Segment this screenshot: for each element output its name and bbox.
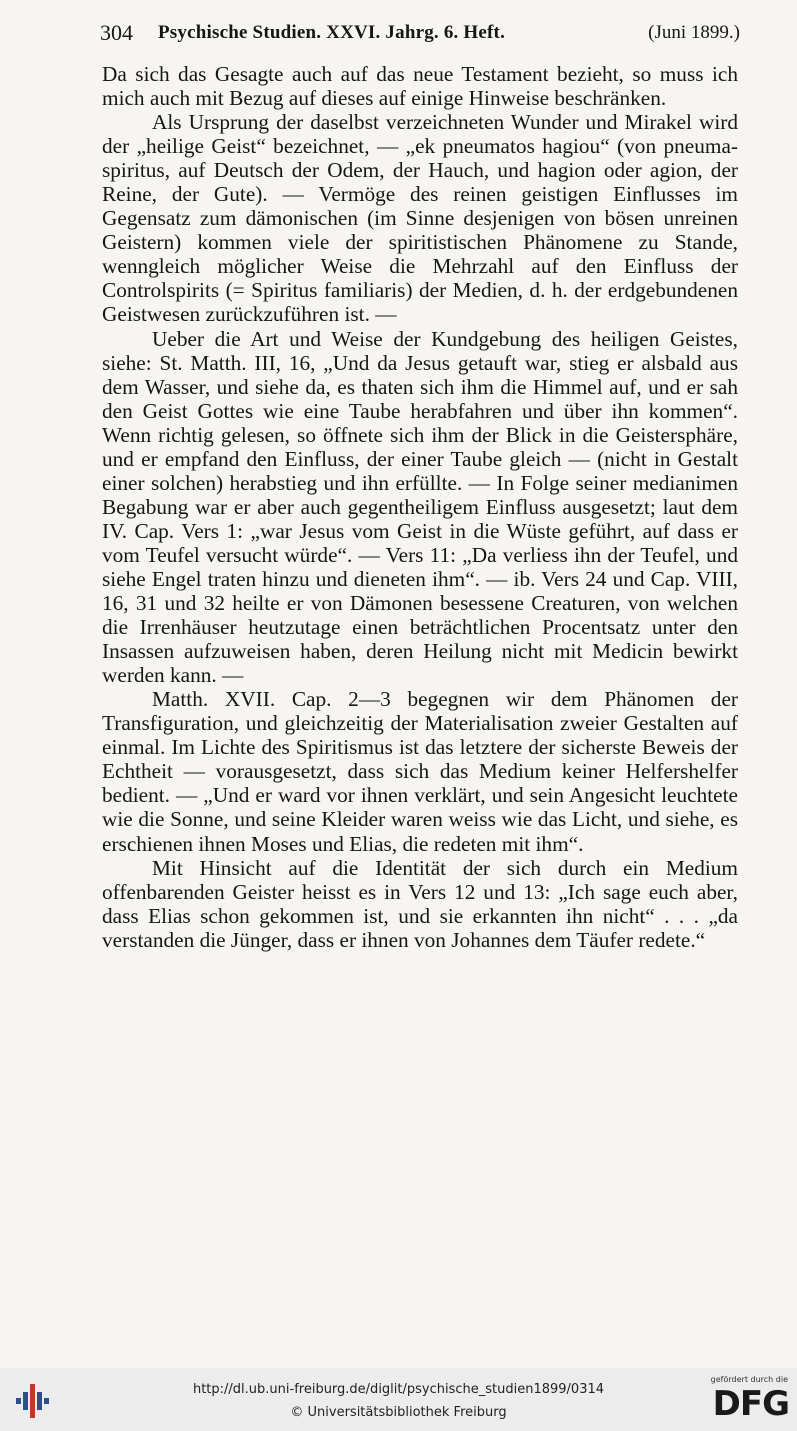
copyright-notice: © Universitätsbibliothek Freiburg [290, 1405, 507, 1420]
funder-caption: gefördert durch die [710, 1375, 788, 1384]
issue-date: (Juni 1899.) [648, 22, 740, 43]
source-url-link[interactable]: http://dl.ub.uni-freiburg.de/diglit/psychische_studien1899/0314 [192, 1382, 605, 1397]
paragraph-2: Als Ursprung der daselbst verzeichneten Wunder und Mirakel wird der „heilige Geist“ bezeichnet, — „ek pneumatos hagiou“ (von pneuma-spiritus, auf Deutsch der Odem, der Hauch, und hagion oder agion, der Reine, der Gute). — Vermöge des reinen geistigen Einflusses im Gegensatz zum dämonischen (im Sinne desjenigen von bösen unreinen Geistern) kommen viele der spiritistischen Phänomene zu Stande, wenngleich möglicher Weise die Mehrzahl auf den Einfluss der Controlspirits (= Spiritus familiaris) der Medien, d. h. der erdgebundenen Geistwesen zurückzuführen ist. — [102, 110, 738, 327]
running-header [100, 20, 740, 50]
paragraph-5: Mit Hinsicht auf die Identität der sich durch ein Medium offenbarenden Geister heisst es in Vers 12 und 13: „Ich sage euch aber, dass Elias schon gekommen ist, und sie erkannten ihn nicht“ . . . „da verstanden die Jünger, dass er ihnen von Johannes dem Täufer redete.“ [102, 855, 738, 952]
viewer-footer [0, 1368, 797, 1431]
dfg-logo-icon[interactable]: DFG [712, 1384, 789, 1424]
paragraph-3: Ueber die Art und Weise der Kundgebung des heiligen Geistes, siehe: St. Matth. III, 16, „Und da Jesus getauft war, stieg er alsbald aus dem Wasser, und siehe da, es thaten sich ihm die Himmel auf, und er sah den Geist Gottes wie eine Taube herabfahren und über ihn kommen“. Wenn richtig gelesen, so öffnete sich ihm der Blick in die Geistersphäre, und er empfand den Einfluss, der einer Taube gleich — (nicht in Gestalt einer solchen) herabstieg und ihn erfüllte. — In Folge seiner medianimen Begabung war er aber auch gegentheiligem Einfluss ausgesetzt; laut dem IV. Cap. Vers 1: „war Jesus vom Geist in die Wüste geführt, auf dass er vom Teufel versucht würde“. — Vers 11: „Da verliess ihn der Teufel, und siehe Engel traten hinzu und dieneten ihm“. — ib. Vers 24 und Cap. VIII, 16, 31 und 32 heilte er von Dämonen besessene Creaturen, von welchen die Irrenhäuser heutzutage einen beträchtlichen Procentsatz unter den Insassen aufzuweisen haben, deren Heilung nicht mit Medicin bewirkt werden kann. — [102, 326, 738, 688]
page-number: 304 [100, 20, 133, 45]
journal-title: Psychische Studien. XXVI. Jahrg. 6. Heft. [158, 22, 506, 43]
paragraph-4: Matth. XVII. Cap. 2—3 begegnen wir dem Phänomen der Transfiguration, und gleichzeitig der Materialisation zweier Gestalten auf einmal. Im Lichte des Spiritismus ist das letztere der sicherste Beweis der Echtheit — vorausgesetzt, dass sich das Medium keiner Helfershelfer bedient. — „Und er ward vor ihnen verklärt, und sein Angesicht leuchtete wie die Sonne, und seine Kleider waren weiss wie das Licht, und siehe, es erschienen ihnen Moses und Elias, die redeten mit ihm“. [102, 687, 738, 856]
page-body [102, 62, 738, 952]
paragraph-1: Da sich das Gesagte auch auf das neue Testament bezieht, so muss ich mich auch mit Bezug auf dieses auf einige Hinweise beschränken. [102, 62, 738, 111]
